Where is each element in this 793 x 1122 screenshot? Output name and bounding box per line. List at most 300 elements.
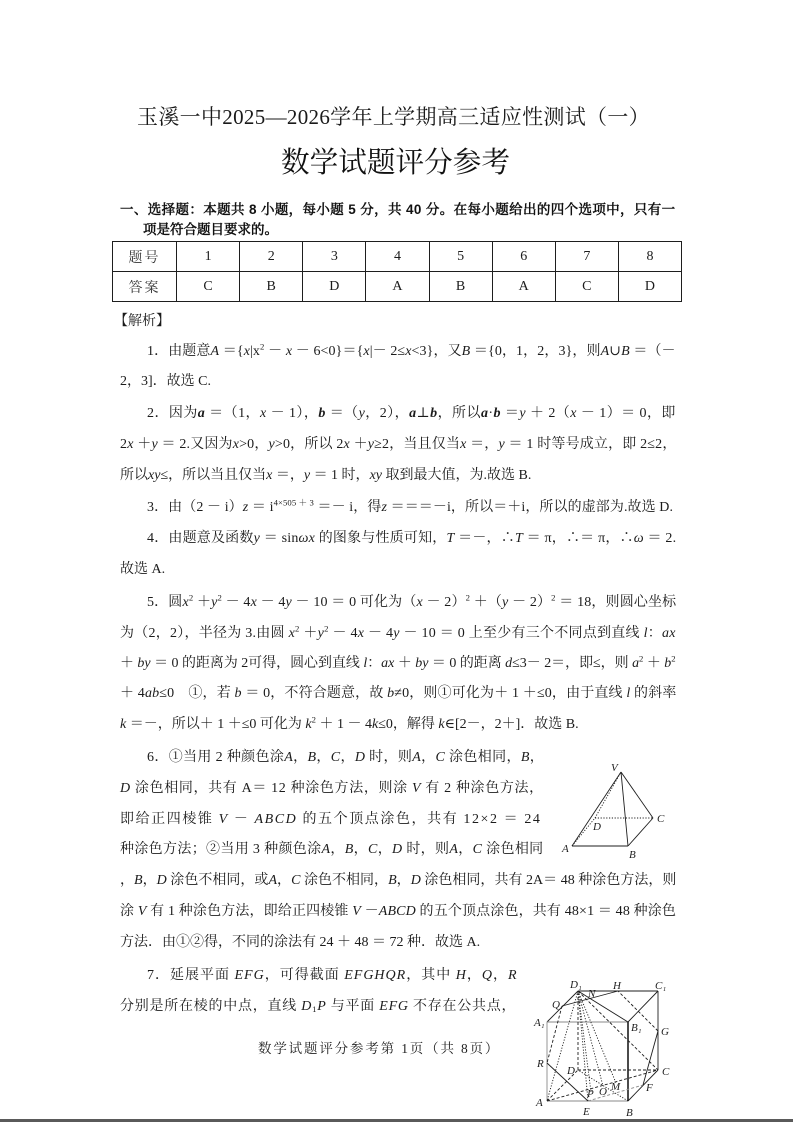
text-run: ＝，	[272, 468, 304, 483]
text-run: － 4	[221, 595, 251, 610]
text-run: ＝ 0，不符合题意，故	[241, 686, 388, 701]
edge-vc	[621, 772, 653, 818]
question-number-row	[113, 242, 682, 272]
text-run: ＝ π，∴＝ π，∴	[522, 531, 634, 546]
text-run: ＋ 2（	[526, 406, 571, 421]
answer-cell: D	[303, 272, 366, 302]
math-variable: D	[354, 750, 366, 765]
text-run: ＝{0，1，2，3}，则	[470, 344, 601, 359]
text-run: 涂色不相同，或	[166, 873, 269, 888]
math-variable: y	[519, 406, 527, 421]
text-run: 3．由（2 － i）	[147, 500, 243, 515]
math-variable: b	[387, 686, 395, 701]
text-run: ＋（	[470, 595, 503, 610]
math-variable: x	[182, 595, 189, 610]
text-run: ＝ i	[248, 500, 274, 515]
section-edge-qr	[547, 1006, 562, 1063]
vector-symbol: b	[318, 406, 326, 421]
math-variable: H	[455, 968, 467, 983]
cube-label-g: G	[661, 1026, 669, 1038]
section-one-heading: 一、选择题：本题共 8 小题，每小题 5 分，共 40 分。在每小题给出的四个选项中，只有一	[120, 202, 676, 217]
math-variable: x	[285, 344, 293, 359]
answer-cell: A	[492, 272, 555, 302]
text-run: ＝ 18，则圆心坐标	[555, 595, 677, 610]
math-variable: x	[250, 595, 257, 610]
math-variable: a	[632, 656, 640, 671]
text-run: 涂色相同，共有 A＝ 12 种涂色方法，则涂	[130, 781, 412, 796]
cube-label-d: D	[567, 1065, 575, 1077]
math-variable: x	[405, 344, 412, 359]
math-variable: by	[415, 656, 429, 671]
edge-vb	[621, 772, 628, 846]
q1-line-1	[147, 342, 676, 362]
superscript: 4×505 ＋ 3	[273, 497, 314, 508]
question-number: 8	[618, 242, 681, 272]
vector-symbol: b	[493, 406, 501, 421]
question-number: 2	[240, 242, 303, 272]
math-variable: ωx	[298, 531, 316, 546]
superscript: 2	[551, 592, 556, 603]
text-run: 所以	[120, 468, 148, 483]
text-run: ，	[353, 842, 368, 857]
text-run: ，	[316, 750, 331, 765]
text-run: ，其中	[406, 968, 456, 983]
cube-label-c1: C₁	[655, 980, 667, 992]
text-run: ，可得截面	[264, 968, 345, 983]
answer-cell: A	[366, 272, 429, 302]
text-run: ＋	[643, 656, 665, 671]
superscript: 2	[217, 592, 222, 603]
cube-label-d1: D₁	[570, 979, 582, 991]
text-run: |x	[250, 344, 261, 359]
question-number: 6	[492, 242, 555, 272]
math-variable: y	[253, 531, 260, 546]
text-run: 的斜率	[630, 686, 677, 701]
edge-bc	[628, 818, 653, 846]
cube-label-r: R	[537, 1058, 544, 1070]
math-variable: x	[460, 437, 467, 452]
vector-symbol: a	[480, 406, 489, 421]
text-run: ，2），	[365, 406, 410, 421]
math-variable: y	[151, 437, 158, 452]
math-variable: A	[600, 344, 610, 359]
q6-line-3	[120, 810, 542, 830]
q7-line-1	[147, 966, 518, 986]
answer-table	[112, 241, 682, 302]
cube-label-b1: B₁	[631, 1022, 642, 1034]
text-run: ：	[647, 626, 662, 641]
text-run: ＝ 1 时等号成立，即 2≤2，	[504, 437, 677, 452]
math-variable: x	[343, 437, 350, 452]
math-variable: ax	[381, 656, 395, 671]
text-run: ＋	[299, 626, 318, 641]
section-one-heading-continued: 项是符合题目要求的。	[143, 222, 278, 237]
math-variable: y	[303, 468, 311, 483]
text-run: 涂色相同，	[445, 750, 521, 765]
math-variable: C	[472, 842, 483, 857]
text-run: － 2）	[508, 595, 552, 610]
math-variable: R	[507, 968, 518, 983]
math-variable: y	[268, 437, 275, 452]
math-variable: y	[211, 595, 218, 610]
math-variable: k	[120, 717, 127, 732]
text-run: 2，3]．故选 C.	[120, 374, 211, 389]
text-run: ，	[340, 750, 355, 765]
math-variable: B	[520, 750, 530, 765]
math-variable: by	[137, 656, 151, 671]
answer-label: 答案	[113, 272, 177, 302]
text-run: － 4	[328, 626, 358, 641]
math-variable: z	[381, 500, 388, 515]
math-variable: ax	[662, 626, 676, 641]
text-run: ，	[458, 842, 473, 857]
text-run: － 10 ＝ 0 上至少有三个不同点到直线	[399, 626, 644, 641]
math-variable: A	[321, 842, 331, 857]
segment-d1c	[578, 991, 658, 1070]
text-run: 方法．由①②得，不同的涂法有 24 ＋ 48 ＝ 72 种．故选 A.	[120, 935, 481, 950]
segment-d1a	[547, 991, 578, 1101]
cube-label-h: H	[613, 980, 621, 992]
math-variable: A	[412, 750, 422, 765]
section-edge-gh	[618, 991, 658, 1031]
segment-d1e	[578, 991, 588, 1101]
text-run: 5．圆	[147, 595, 183, 610]
text-run: ，	[396, 873, 411, 888]
edge-bc	[628, 1070, 658, 1101]
text-run: ，	[120, 873, 135, 888]
q6-line-5	[120, 871, 676, 891]
edge-b1c1	[628, 991, 658, 1022]
text-run: － 4	[256, 595, 286, 610]
text-run: ·	[488, 406, 494, 421]
math-variable: P	[317, 999, 327, 1014]
q4-line-2	[120, 560, 165, 580]
q5-line-3	[120, 654, 676, 674]
math-variable: y	[367, 437, 375, 452]
math-variable: y	[317, 626, 325, 641]
q3-line-1	[147, 498, 673, 518]
math-variable: ω	[633, 531, 644, 546]
text-run: ＝－ i，得	[313, 500, 382, 515]
text-run: ，	[421, 750, 436, 765]
segment-d1o	[578, 991, 603, 1086]
text-run: ＝{	[219, 344, 244, 359]
text-run: 涂	[120, 904, 138, 919]
q2-line-2	[120, 435, 677, 455]
text-run: － 2）	[422, 595, 466, 610]
answer-cell: C	[555, 272, 618, 302]
text-run: ＝（－	[629, 344, 676, 359]
text-run: 6．①当用 2 种颜色涂	[147, 750, 285, 765]
text-run: －	[264, 344, 286, 359]
pyramid-label-b: B	[629, 849, 636, 861]
math-variable: k	[305, 717, 312, 732]
text-run: 涂色相同，共有 2A＝ 48 种涂色方法，则	[420, 873, 677, 888]
text-run: 涂色不相同，	[300, 873, 389, 888]
text-run: ≥2，当且仅当	[374, 437, 461, 452]
text-run: ＝（	[325, 406, 359, 421]
q5-line-2	[120, 624, 676, 644]
vector-symbol: b	[430, 406, 438, 421]
math-variable: d	[505, 656, 513, 671]
math-variable: A	[284, 750, 294, 765]
text-run: 1．由题意	[147, 344, 211, 359]
text-run: ＝ 0 的距离	[428, 656, 506, 671]
text-run: ＝	[500, 406, 520, 421]
math-variable: V	[352, 904, 361, 919]
math-variable: l	[363, 656, 368, 671]
math-variable: k	[371, 717, 379, 732]
answer-cell: B	[429, 272, 492, 302]
text-run: 时，则	[402, 842, 450, 857]
superscript: 2	[671, 653, 676, 664]
math-variable: T	[446, 531, 455, 546]
text-run: 不存在公共点，	[408, 999, 517, 1014]
math-variable: B	[344, 842, 354, 857]
text-run: 的五个顶点涂色，共有 48×1 ＝ 48 种涂色	[415, 904, 677, 919]
segment-d1p	[578, 991, 591, 1092]
math-variable: V	[411, 781, 422, 796]
math-variable: l	[643, 626, 648, 641]
text-run: ≤3－ 2＝，即≤，则	[512, 656, 633, 671]
text-run: 的五个顶点涂色，共有 12×2 ＝ 24	[297, 812, 542, 827]
segment-bd	[578, 1070, 628, 1101]
superscript: 2	[465, 592, 471, 603]
math-variable: x	[570, 406, 577, 421]
question-number: 5	[429, 242, 492, 272]
answer-cell: C	[177, 272, 240, 302]
math-variable: T	[514, 531, 523, 546]
text-run: ＝，	[466, 437, 499, 452]
text-run: 有 2 种涂色方法，	[421, 781, 544, 796]
section-edge-qh	[562, 991, 618, 1006]
superscript: 2	[639, 653, 644, 664]
math-variable: D	[410, 873, 421, 888]
text-run: ＝ sin	[260, 531, 299, 546]
math-variable: B	[621, 344, 630, 359]
text-run: ，所以	[437, 406, 481, 421]
text-run: ≤0，解得	[378, 717, 439, 732]
text-run: 故选 A.	[120, 562, 166, 577]
text-run: ，	[293, 750, 308, 765]
text-run: ＝ 1 时，	[310, 468, 370, 483]
text-run: |－ 2≤	[369, 344, 406, 359]
text-run: ∪	[609, 344, 622, 359]
edge-ad-hidden	[572, 818, 595, 846]
math-variable: xy	[369, 468, 382, 483]
math-variable: A	[449, 842, 459, 857]
section-edge-ef	[588, 1085, 643, 1101]
question-number: 7	[555, 242, 618, 272]
cube-figure	[533, 979, 670, 1119]
math-variable: B	[388, 873, 397, 888]
text-run: ∈[2－，2＋]．故选 B.	[444, 717, 579, 732]
text-run: ＝（1，	[205, 406, 260, 421]
question-number: 4	[366, 242, 429, 272]
text-run: － 4	[364, 626, 394, 641]
math-variable: EFGHQR	[344, 968, 407, 983]
text-run: 取到最大值，为.故选 B.	[382, 468, 532, 483]
text-run: ≠0，则①可化为＋ 1 ＋≤0，由于直线	[394, 686, 627, 701]
math-variable: C	[435, 750, 446, 765]
pyramid-label-d: D	[593, 821, 601, 833]
text-run: 的图象与性质可知，	[315, 531, 447, 546]
math-variable: y	[358, 406, 366, 421]
text-run: 2	[120, 437, 128, 452]
math-variable: l	[626, 686, 631, 701]
q6-line-4	[120, 840, 544, 860]
section-edge-fg	[643, 1031, 658, 1085]
text-run: 为（2，2），半径为 3.由圆	[120, 626, 289, 641]
math-variable: y	[498, 437, 505, 452]
math-variable: C	[330, 750, 341, 765]
cube-label-m: M	[611, 1081, 621, 1093]
text-run: －	[228, 812, 255, 827]
text-run: 时，则	[365, 750, 413, 765]
text-run: ＝＝＝－i，所以＝＋i，所以的虚部为.故选 D.	[387, 500, 674, 515]
text-run: ≤，所以当且仅当	[160, 468, 267, 483]
document-title: 数学试题评分参考	[281, 147, 511, 179]
superscript: 2	[311, 714, 316, 725]
superscript: 2	[295, 623, 300, 634]
q6-line-1	[147, 748, 544, 768]
text-run: ＋	[394, 656, 416, 671]
text-run: ：	[367, 656, 382, 671]
text-run: >0，所以 2	[274, 437, 344, 452]
text-run: 即给正四棱锥	[120, 812, 219, 827]
math-variable: C	[291, 873, 301, 888]
text-run: ＋ 1 － 4	[315, 717, 372, 732]
math-variable: A	[268, 873, 278, 888]
text-run: 涂色相同	[482, 842, 544, 857]
q6-line-7	[120, 933, 480, 953]
pyramid-label-v: V	[611, 762, 618, 774]
q6-line-2	[120, 779, 544, 799]
section-edge-re	[547, 1063, 588, 1101]
math-variable: A	[210, 344, 220, 359]
math-variable: V	[218, 812, 229, 827]
text-run: － 6<0}＝{	[292, 344, 364, 359]
cube-label-b: B	[626, 1107, 633, 1119]
text-run: 有 1 种涂色方法，即给正四棱锥	[146, 904, 353, 919]
superscript: 2	[324, 623, 329, 634]
math-variable: EFG	[379, 999, 409, 1014]
superscript: 2	[188, 592, 194, 603]
math-variable: x	[266, 468, 273, 483]
text-run: 2．因为	[147, 406, 198, 421]
math-variable: z	[242, 500, 249, 515]
text-run: ，	[529, 750, 545, 765]
text-run: － 1），	[266, 406, 319, 421]
math-variable: B	[461, 344, 471, 359]
edge-va	[572, 772, 621, 846]
q2-line-1	[147, 404, 676, 424]
question-number: 1	[177, 242, 240, 272]
segment-d1m	[578, 991, 616, 1083]
text-run: 种涂色方法；②当用 3 种颜色涂	[120, 842, 322, 857]
math-variable: x	[127, 437, 134, 452]
text-run: ＝ 0 的距离为 2可得，圆心到直线	[150, 656, 364, 671]
q5-line-1	[147, 593, 676, 613]
answer-cell: B	[240, 272, 303, 302]
cube-label-c: C	[662, 1066, 670, 1078]
q4-line-1	[147, 529, 676, 549]
text-run: ＋	[133, 437, 152, 452]
math-variable: C	[368, 842, 378, 857]
cube-label-n: N	[588, 988, 596, 1000]
math-variable: B	[134, 873, 143, 888]
cube-label-a1: A₁	[534, 1017, 545, 1029]
math-variable: b	[664, 656, 672, 671]
text-run: ，	[277, 873, 292, 888]
question-number-label: 题号	[113, 242, 177, 272]
analysis-label: 【解析】	[114, 314, 170, 329]
text-run: 4．由题意及函数	[147, 531, 254, 546]
math-variable: x	[232, 437, 240, 452]
q5-line-5	[120, 715, 579, 735]
q7-line-2	[120, 997, 516, 1017]
math-variable: b	[234, 686, 242, 701]
text-run: － 1）＝ 0，即	[576, 406, 676, 421]
math-variable: x	[416, 595, 423, 610]
text-run: ＝－，所以＋ 1 ＋≤0 可化为	[126, 717, 306, 732]
cube-label-p: P	[587, 1088, 594, 1100]
cube-label-q: Q	[552, 999, 560, 1011]
vector-symbol: a	[409, 406, 417, 421]
segment-d1b1	[578, 991, 628, 1022]
segment-ac	[547, 1070, 658, 1101]
text-run: 7．延展平面	[147, 968, 235, 983]
subscript: 1	[312, 1004, 318, 1015]
text-run: 分别是所在棱的中点，直线	[120, 999, 302, 1014]
pyramid-label-c: C	[657, 813, 665, 825]
edge-d1a1	[547, 991, 578, 1022]
text-run: －	[360, 904, 379, 919]
question-number: 3	[303, 242, 366, 272]
q1-line-2	[120, 372, 211, 392]
vector-symbol: a	[197, 406, 206, 421]
answer-row	[113, 272, 682, 302]
text-run: ，	[492, 968, 508, 983]
math-variable: x	[363, 344, 370, 359]
text-run: ，	[142, 873, 157, 888]
text-run: ⊥	[416, 406, 431, 421]
math-variable: D	[301, 999, 313, 1014]
text-run: >0，	[239, 437, 269, 452]
text-run: ≤0 ①，若	[159, 686, 235, 701]
math-variable: D	[120, 781, 131, 796]
superscript: 2	[260, 341, 265, 352]
math-variable: V	[137, 904, 147, 919]
math-variable: ABCD	[378, 904, 416, 919]
text-run: ，	[466, 968, 482, 983]
text-run: ＋	[120, 656, 138, 671]
text-run: 与平面	[326, 999, 380, 1014]
exam-title: 玉溪一中2025—2026学年上学期高三适应性测试（一）	[137, 105, 650, 129]
cube-label-e: E	[583, 1106, 590, 1118]
text-run: <3}，又	[411, 344, 462, 359]
q6-line-6	[120, 902, 676, 922]
pyramid-figure	[561, 762, 665, 861]
math-variable: ABCD	[254, 812, 298, 827]
text-run: ，	[377, 842, 393, 857]
math-variable: y	[393, 626, 400, 641]
edge-ad-hidden	[547, 1070, 578, 1101]
cube-label-f: F	[646, 1082, 653, 1094]
q2-line-3	[120, 466, 531, 486]
page-footer: 数学试题评分参考第 1页（共 8页）	[258, 1041, 501, 1056]
math-variable: y	[285, 595, 292, 610]
